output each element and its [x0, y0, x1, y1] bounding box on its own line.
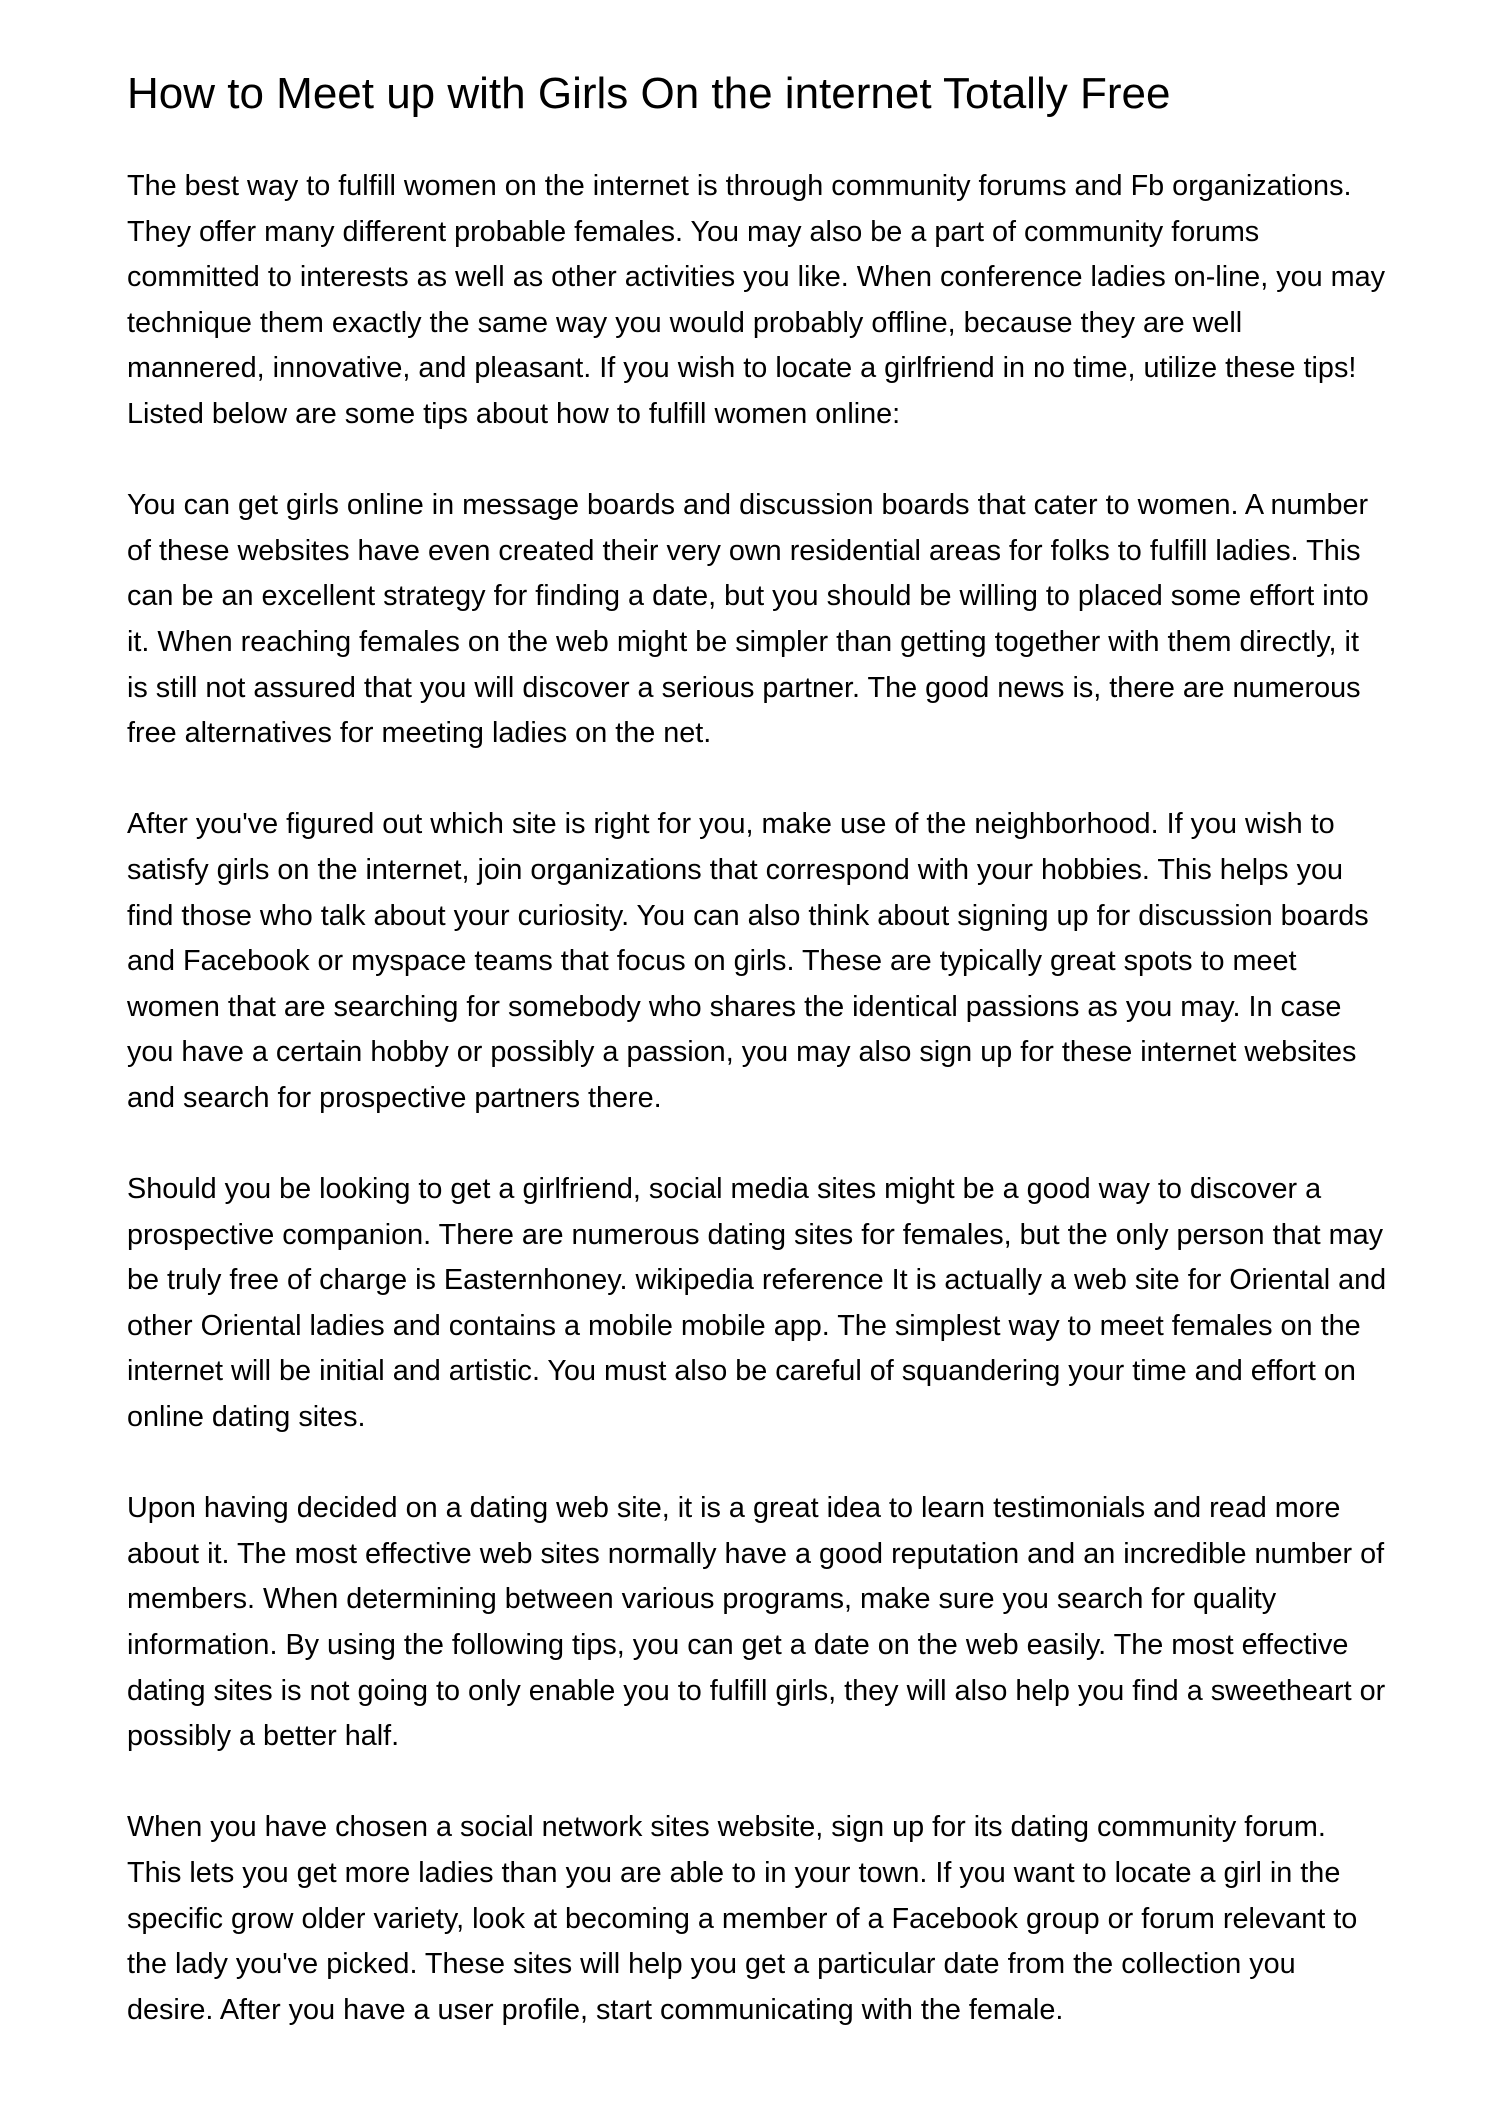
document-body [127, 164, 1387, 2033]
paragraph-5: Upon having decided on a dating web site, it is a great idea to learn testimonials and read more about it. The most effective web sites normally have a good reputation and an incredible number of members. When determining between various programs, make sure you search for quality information. By using the following tips, you can get a date on the web easily. The most effective dating sites is not going to only enable you to fulfill girls, they will also help you find a sweetheart or possibly a better half. [127, 1492, 1386, 1753]
paragraph-1: The best way to fulfill women on the internet is through community forums and Fb organizations. They offer many different probable females. You may also be a part of community forums committed to interests as well as other activities you like. When conference ladies on-line, you may technique them exactly the same way you would probably offline, because they are well mannered, innovative, and pleasant. If you wish to locate a girlfriend in no time, utilize these tips! Listed below are some tips about how to fulfill women online: [127, 170, 1386, 430]
paragraph-6: When you have chosen a social network sites website, sign up for its dating community forum. This lets you get more ladies than you are able to in your town. If you want to locate a girl in the specific grow older variety, look at becoming a member of a Facebook group or forum relevant to the lady you've picked. These sites will help you get a particular date from the collection you desire. After you have a user profile, start communicating with the female. [127, 1811, 1358, 2026]
paragraph-4: Should you be looking to get a girlfriend, social media sites might be a good way to discover a prospective companion. There are numerous dating sites for females, but the only person that may be truly free of charge is Easternhoney. wikipedia reference It is actually a web site for Oriental and other Oriental ladies and contains a mobile mobile app. The simplest way to meet females on the internet will be initial and artistic. You must also be careful of squandering your time and effort on online dating sites. [127, 1173, 1387, 1434]
paragraph-2: You can get girls online in message boards and discussion boards that cater to women. A number of these websites have even created their very own residential areas for folks to fulfill ladies. This can be an excellent strategy for finding a date, but you should be willing to placed some effort into it. When reaching females on the web might be simpler than getting together with them directly, it is still not assured that you will discover a serious partner. The good news is, there are numerous free alternatives for meeting ladies on the net. [127, 489, 1369, 750]
document-title: How to Meet up with Girls On the internet Totally Free [127, 69, 1171, 118]
paragraph-3: After you've figured out which site is right for you, make use of the neighborhood. If you wish to satisfy girls on the internet, join organizations that correspond with your hobbies. This helps you find those who talk about your curiosity. You can also think about signing up for discussion boards and Facebook or myspace teams that focus on girls. These are typically great spots to meet women that are searching for somebody who shares the identical passions as you may. In case you have a certain hobby or possibly a passion, you may also sign up for these internet websites and search for prospective partners there. [127, 808, 1369, 1114]
document-page [127, 62, 1387, 2033]
